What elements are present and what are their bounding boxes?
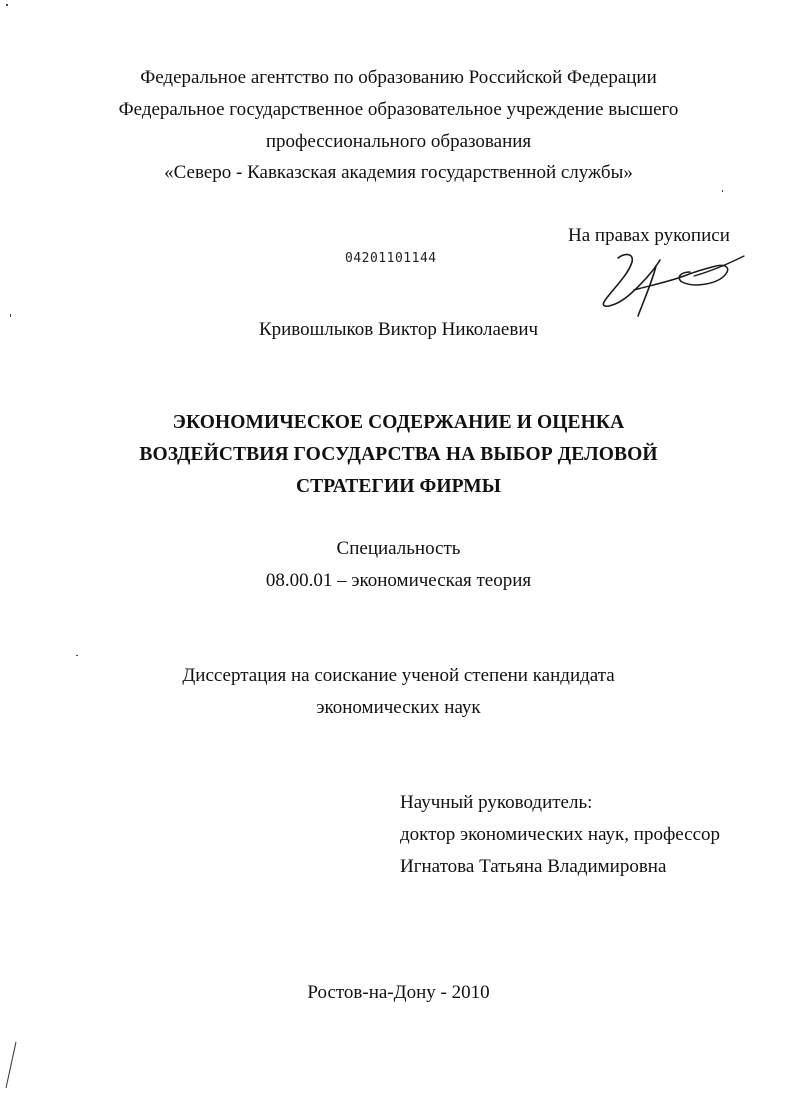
header-line-institution: Федеральное государственное образовательное учреждение высшего [118,99,679,120]
scan-speck [10,314,11,317]
supervisor-rank: доктор экономических наук, профессор [400,824,721,845]
degree-line-1: Диссертация на соискание ученой степени кандидата [182,665,615,686]
author-name: Кривошлыков Виктор Николаевич [258,319,539,340]
specialty-label: Специальность [336,538,461,559]
scan-speck [6,4,8,6]
registration-number: 04201101144 [345,251,437,266]
place-year: Ростов-на-Дону - 2010 [307,982,490,1003]
degree-line-2: экономических наук [316,697,481,718]
header-line-academy: «Северо - Кавказская академия государственной службы» [164,162,633,183]
supervisor-label: Научный руководитель: [400,792,593,813]
scan-speck [722,190,723,192]
specialty-value: 08.00.01 – экономическая теория [265,570,532,591]
thesis-title-line-1: ЭКОНОМИЧЕСКОЕ СОДЕРЖАНИЕ И ОЦЕНКА [172,412,625,433]
margin-mark-icon [2,1040,22,1090]
scan-speck [76,655,78,656]
header-line-agency: Федеральное агентство по образованию Российской Федерации [140,67,657,88]
rights-note: На правах рукописи [568,225,730,246]
signature-icon [598,246,748,318]
thesis-title-line-3: СТРАТЕГИИ ФИРМЫ [295,476,501,497]
thesis-title-line-2: ВОЗДЕЙСТВИЯ ГОСУДАРСТВА НА ВЫБОР ДЕЛОВОЙ [139,444,658,465]
header-line-education: профессионального образования [265,131,532,152]
supervisor-name: Игнатова Татьяна Владимировна [400,856,667,877]
